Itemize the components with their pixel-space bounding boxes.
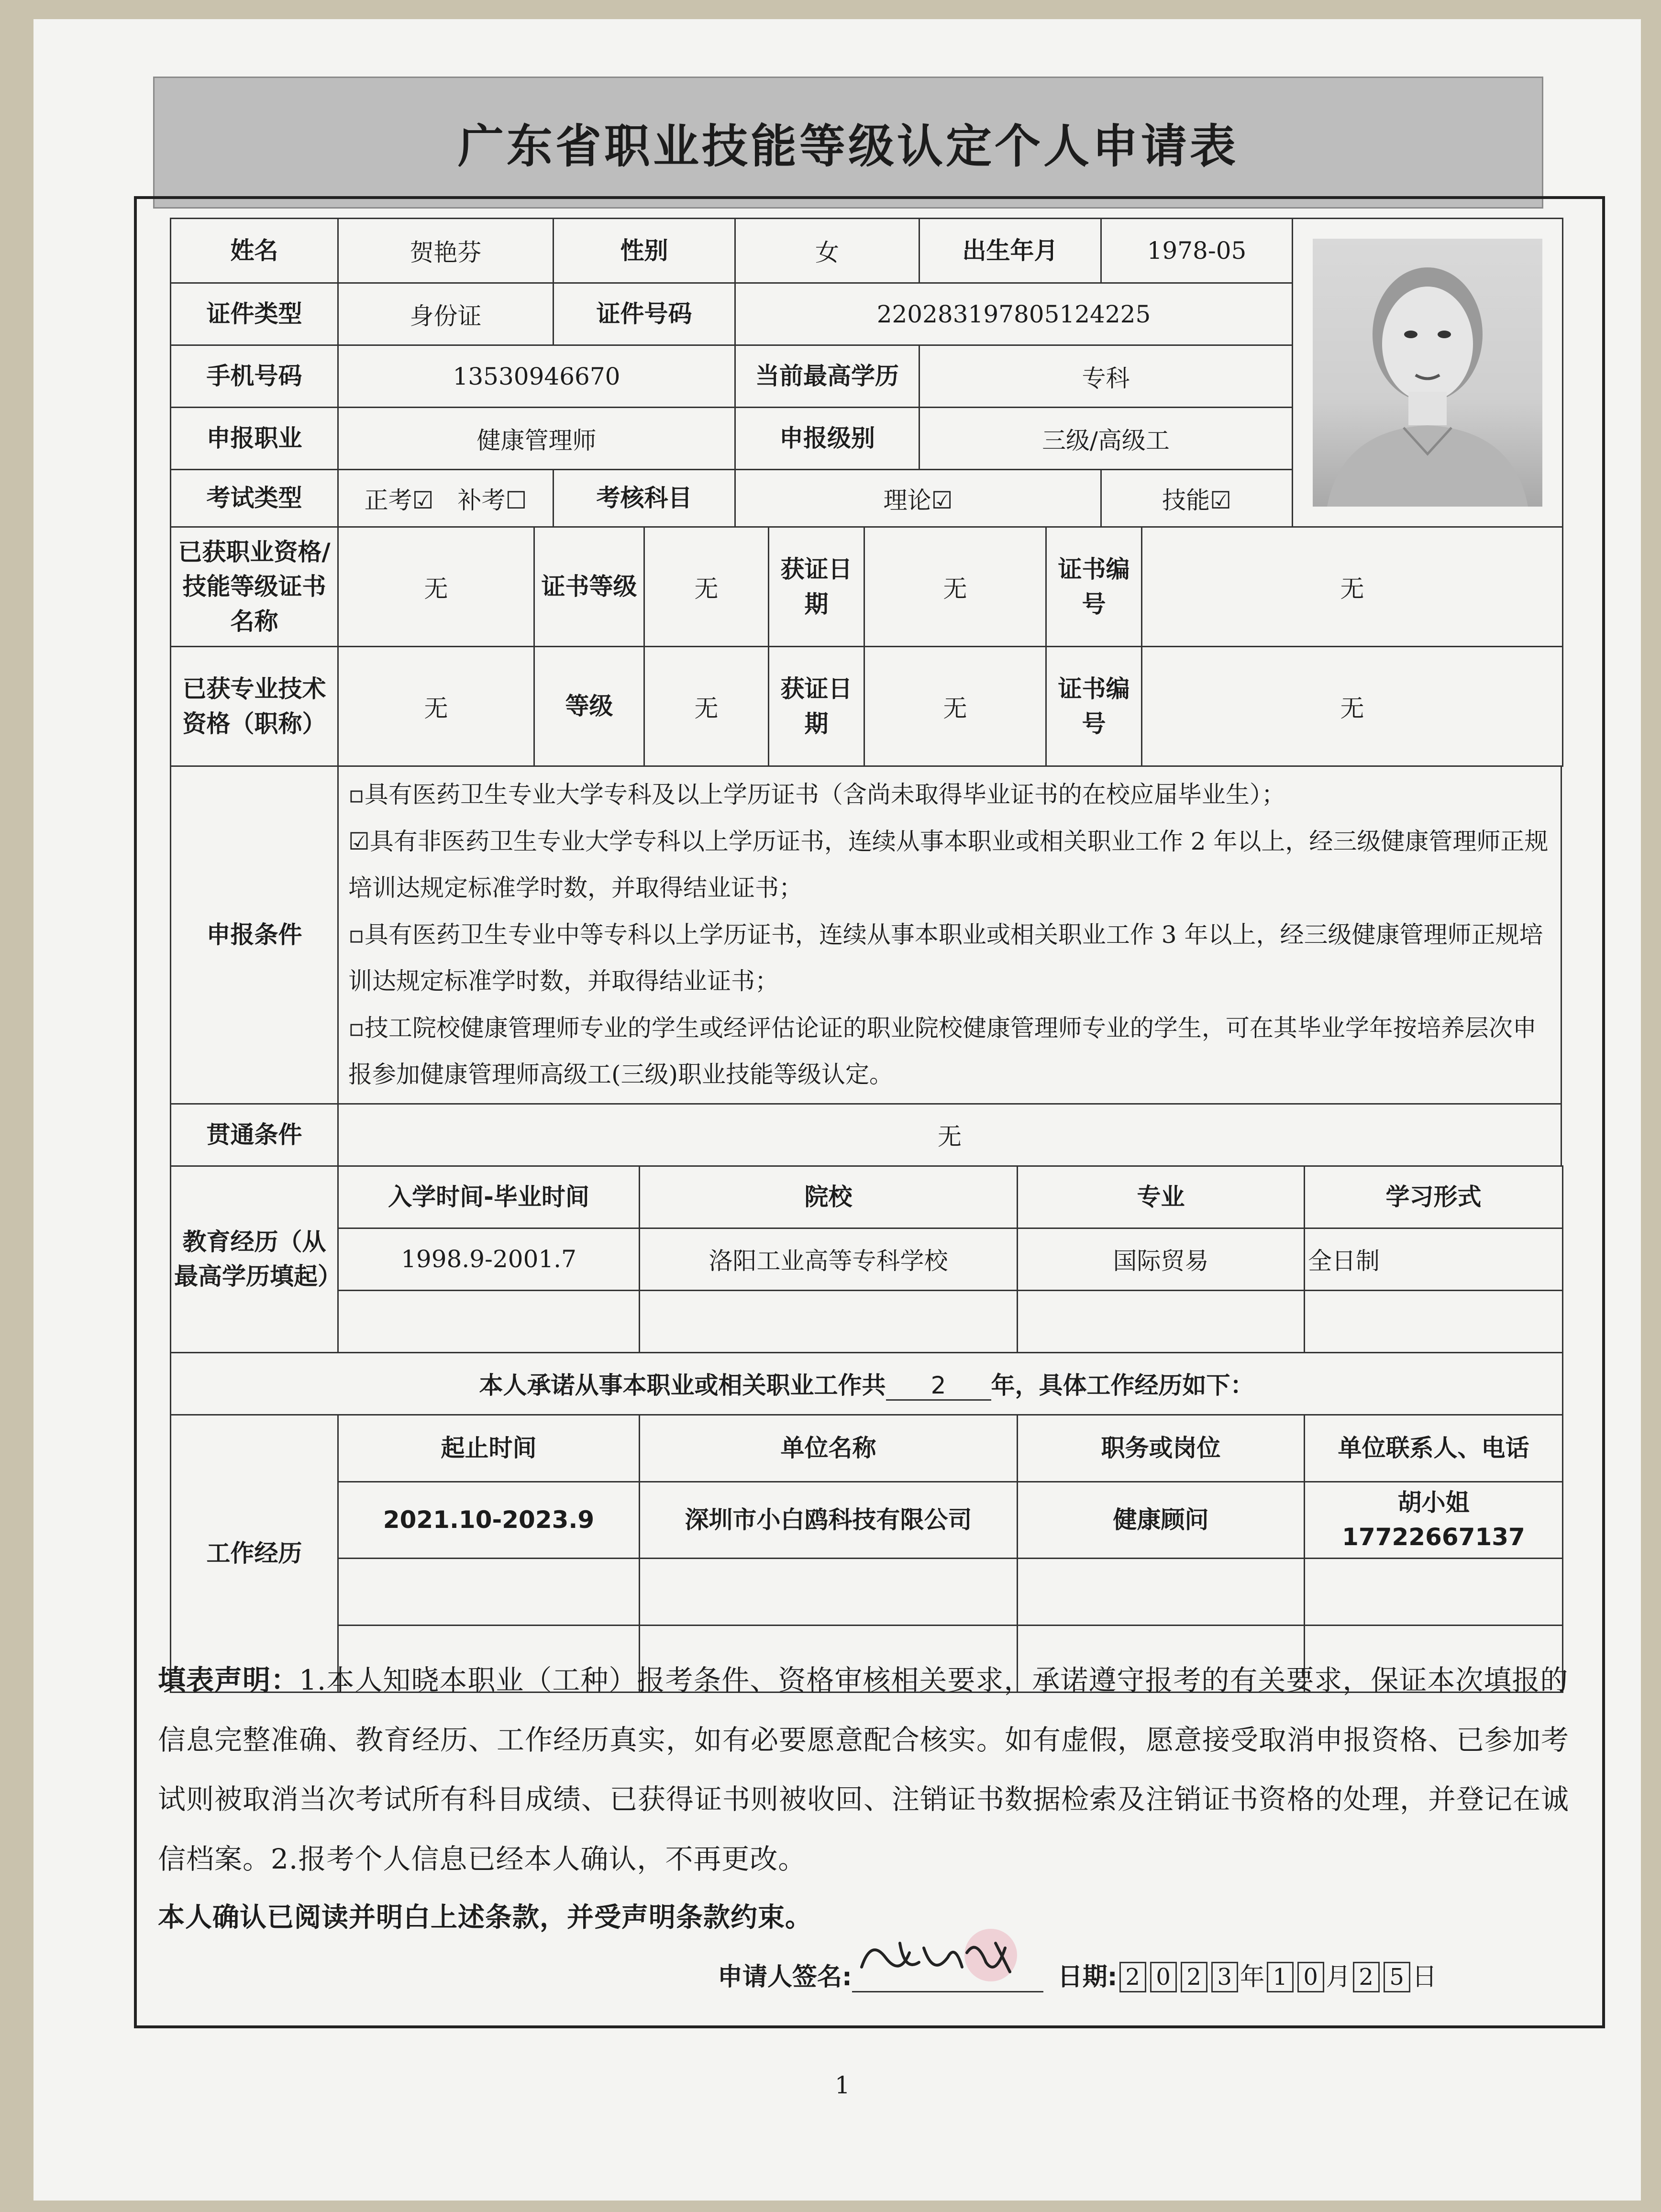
education-label: 当前最高学历: [735, 345, 919, 408]
edu-major: 国际贸易: [1018, 1228, 1305, 1290]
table-row: [171, 1482, 1563, 1558]
date-digit: 1: [1267, 1962, 1294, 1992]
form-title: 广东省职业技能等级认定个人申请表: [458, 119, 1239, 173]
job-label: 申报职业: [171, 408, 338, 470]
subject-skill: 技能☑: [1101, 470, 1293, 527]
gender-label: 性别: [554, 219, 735, 283]
work-header-company: 单位名称: [640, 1415, 1018, 1482]
basic-info-table: [170, 218, 1563, 528]
edu-empty-cell: [1305, 1290, 1563, 1352]
page-number: 1: [835, 2071, 850, 2099]
condition-item: ▫具有医药卫生专业中等专科以上学历证书，连续从事本职业或相关职业工作 3 年以上，经三级健康管理师正规培训达规定标准学时数，并取得结业证书；: [348, 920, 1543, 995]
job-value: 健康管理师: [338, 408, 735, 470]
condition-item: ▫具有医药卫生专业大学专科及以上学历证书（含尚未取得毕业证书的在校应届毕业生）；: [348, 781, 1285, 808]
work-header-period: 起止时间: [338, 1415, 640, 1482]
year-unit: 年: [1240, 1963, 1265, 1991]
title-no-label: 证书编号: [1046, 647, 1142, 766]
edu-school: 洛阳工业高等专科学校: [640, 1228, 1018, 1290]
declaration-confirm: 本人确认已阅读并明白上述条款，并受声明条款约束。: [158, 1902, 812, 1933]
table-row: [171, 1558, 1563, 1625]
name-value: 贺艳芬: [338, 219, 554, 283]
title-cert-date: 无: [864, 647, 1046, 766]
conditions-list: [338, 766, 1561, 1104]
work-contact: 胡小姐 17722667137: [1305, 1482, 1563, 1558]
level-value: 三级/高级工: [919, 408, 1293, 470]
work-header-contact: 单位联系人、电话: [1305, 1415, 1563, 1482]
work-position: 健康顾问: [1018, 1482, 1305, 1558]
edu-form: 全日制: [1305, 1228, 1563, 1290]
qual-date-label: 获证日期: [769, 527, 864, 647]
title-date-label: 获证日期: [769, 647, 864, 766]
commitment-prefix: 本人承诺从事本职业或相关职业工作共: [479, 1371, 886, 1399]
photo-cell: [1293, 219, 1563, 527]
date-digit: 2: [1119, 1962, 1146, 1992]
qual-cert-name: 无: [338, 527, 534, 647]
phone-value: 13530946670: [338, 345, 735, 408]
work-commitment: [171, 1352, 1563, 1415]
work-empty-cell: [640, 1558, 1018, 1625]
edu-header-major: 专业: [1018, 1166, 1305, 1228]
level-label: 申报级别: [735, 408, 919, 470]
subject-label: 考核科目: [554, 470, 735, 527]
signature-row: [718, 1940, 1579, 1992]
day-unit: 日: [1412, 1963, 1437, 1991]
edu-period: 1998.9-2001.7: [338, 1228, 640, 1290]
commitment-years: 2: [886, 1371, 991, 1401]
exam-type-label: 考试类型: [171, 470, 338, 527]
through-value: 无: [338, 1104, 1561, 1166]
qual-cert-no: 无: [1142, 527, 1563, 647]
birth-label: 出生年月: [919, 219, 1101, 283]
qual-cert-level: 无: [644, 527, 769, 647]
subject-theory: 理论☑: [735, 470, 1101, 527]
edu-header-form: 学习形式: [1305, 1166, 1563, 1228]
month-unit: 月: [1326, 1963, 1351, 1991]
qual-no-label: 证书编号: [1046, 527, 1142, 647]
gender-value: 女: [735, 219, 919, 283]
declaration: [158, 1650, 1574, 1947]
title-level-label: 等级: [534, 647, 644, 766]
table-row: [171, 1290, 1563, 1352]
work-empty-cell: [1018, 1558, 1305, 1625]
edu-empty-cell: [640, 1290, 1018, 1352]
title-cert-name: 无: [338, 647, 534, 766]
work-header-position: 职务或岗位: [1018, 1415, 1305, 1482]
signature-line: [852, 1948, 1043, 1992]
declaration-body: 1.本人知晓本职业（工种）报考条件、资格审核相关要求，承诺遵守报考的有关要求，保证本次填报的信息完整准确、教育经历、工作经历真实，如有必要愿意配合核实。如有虚假，愿意接受取消申报资格、已参加考试则被取消当次考试所有科目成绩、已获得证书则被收回、注销证书数据检索及注销证书资格的处理，并登记在诚信档案。2.报考个人信息已经本人确认，不再更改。: [158, 1664, 1570, 1876]
date-digit: 0: [1150, 1962, 1177, 1992]
title-cert-level: 无: [644, 647, 769, 766]
signature-label: 申请人签名:: [718, 1963, 852, 1991]
title-cert-no: 无: [1142, 647, 1563, 766]
work-empty-cell: [338, 1558, 640, 1625]
through-label: 贯通条件: [171, 1104, 338, 1166]
form-body: [170, 218, 1562, 1653]
work-empty-cell: [1305, 1558, 1563, 1625]
id-no-value: 220283197805124225: [735, 283, 1293, 345]
date-label: 日期:: [1057, 1963, 1118, 1991]
birth-value: 1978-05: [1101, 219, 1293, 283]
id-no-label: 证件号码: [554, 283, 735, 345]
phone-label: 手机号码: [171, 345, 338, 408]
date-digit: 3: [1211, 1962, 1238, 1992]
work-history-label: 工作经历: [171, 1415, 338, 1692]
conditions-table: [170, 765, 1562, 1167]
edu-header-period: 入学时间-毕业时间: [338, 1166, 640, 1228]
name-label: 姓名: [171, 219, 338, 283]
id-type-value: 身份证: [338, 283, 554, 345]
education-history-label: 教育经历（从最高学历填起）: [171, 1166, 338, 1352]
edu-empty-cell: [1018, 1290, 1305, 1352]
id-type-label: 证件类型: [171, 283, 338, 345]
edu-header-school: 院校: [640, 1166, 1018, 1228]
qual-cert-label: 已获职业资格/技能等级证书名称: [171, 527, 338, 647]
date-digit: 2: [1353, 1962, 1380, 1992]
work-company: 深圳市小白鸥科技有限公司: [640, 1482, 1018, 1558]
handwritten-signature: [852, 1929, 1043, 1986]
applicant-photo: [1313, 239, 1542, 507]
title-bar: [153, 77, 1543, 209]
qual-cert-date: 无: [864, 527, 1046, 647]
conditions-label: 申报条件: [171, 766, 338, 1104]
commitment-suffix: 年，具体工作经历如下：: [991, 1371, 1254, 1399]
work-period: 2021.10-2023.9: [338, 1482, 640, 1558]
qual-level-label: 证书等级: [534, 527, 644, 647]
qualification-table: [170, 526, 1563, 767]
education-table: [170, 1165, 1563, 1416]
exam-type-value: 正考☑ 补考☐: [338, 470, 554, 527]
declaration-head: 填表声明：: [158, 1664, 299, 1696]
title-cert-label: 已获专业技术资格（职称）: [171, 647, 338, 766]
condition-item: ▫技工院校健康管理师专业的学生或经评估论证的职业院校健康管理师专业的学生，可在其毕业学年按培养层次申报参加健康管理师高级工(三级)职业技能等级认定。: [348, 1014, 1537, 1088]
date-digit: 0: [1297, 1962, 1324, 1992]
date-digit: 5: [1384, 1962, 1410, 1992]
edu-empty-cell: [338, 1290, 640, 1352]
date-digit: 2: [1181, 1962, 1207, 1992]
education-value: 专科: [919, 345, 1293, 408]
condition-item: ☑具有非医药卫生专业大学专科以上学历证书，连续从事本职业或相关职业工作 2 年以上，经三级健康管理师正规培训达规定标准学时数，并取得结业证书；: [348, 827, 1549, 902]
table-row: [171, 1228, 1563, 1290]
